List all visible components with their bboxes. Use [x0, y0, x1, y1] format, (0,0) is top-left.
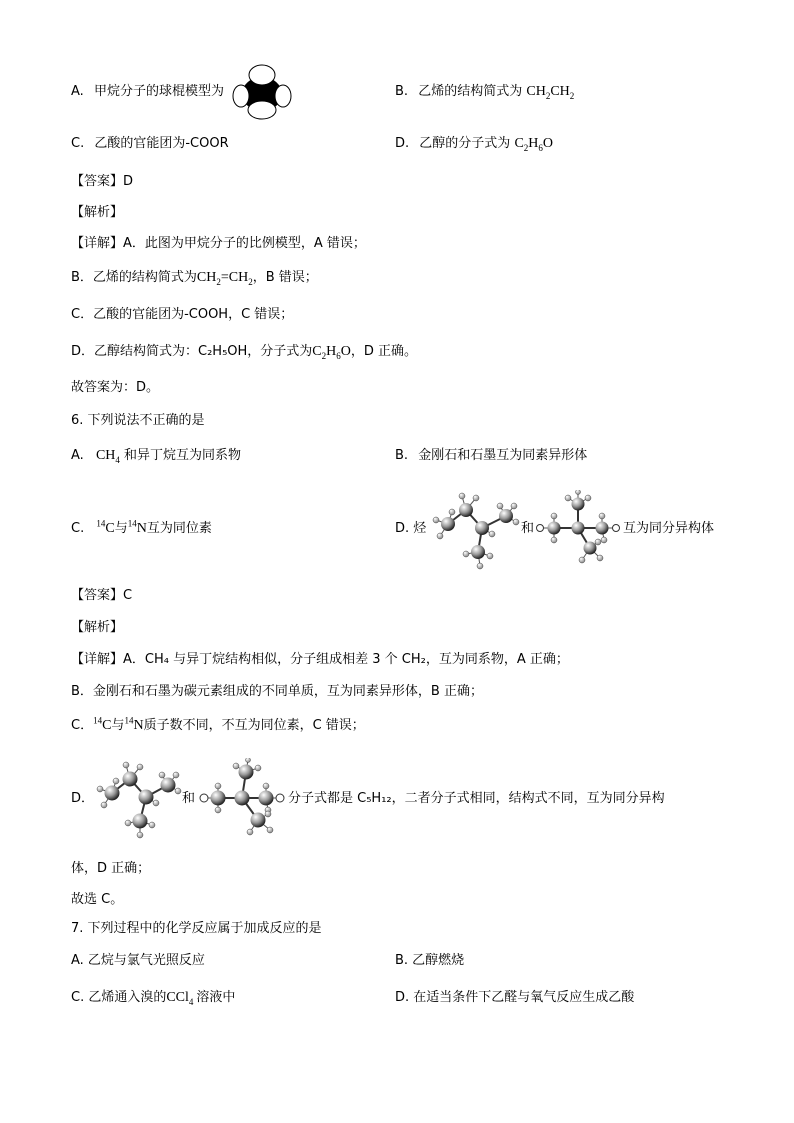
option-label: A.: [71, 84, 84, 99]
option-label: B.: [395, 84, 409, 99]
ethylene-formula: $CH_2CH_2$: [526, 84, 575, 101]
q6-detail-a: 【详解】A．CH₄ 与异丁烷结构相似，分子组成相差 3 个 CH₂，互为同系物，A 正确；: [71, 652, 569, 667]
q6-option-d: D. 烃: [395, 521, 427, 536]
q5-analysis-label: 【解析】: [71, 205, 124, 220]
option-text: 乙烯的结构简式为: [418, 84, 523, 99]
option-label: D.: [395, 136, 410, 151]
q7-option-a: A. 乙烷与氯气光照反应: [71, 953, 205, 968]
q7-option-c: C. 乙烯通入溴的CCl$_4$ 溶液中: [71, 990, 236, 1007]
option-text: 乙醇的分子式为: [419, 136, 511, 151]
q5-option-c: [71, 134, 229, 154]
q6-option-a: A. $CH_4$ 和异丁烷互为同系物: [71, 448, 242, 465]
q6-detail-d-cont: 体，D 正确；: [71, 861, 151, 876]
q6-option-c: C. $^{14}$C与$^{14}$N互为同位素: [71, 518, 212, 536]
q6-detail-d-and: 和: [182, 791, 196, 806]
option-text: 乙酸的官能团为-COOR: [94, 136, 229, 151]
q6-option-d-and: 和: [521, 521, 535, 536]
isomer-ball-stick-model-image-2: [196, 758, 288, 840]
q5-detail-c: C．乙酸的官能团为-COOH，C 错误；: [71, 307, 294, 322]
option-text: 甲烷分子的球棍模型为: [93, 84, 224, 99]
q6-detail-c: C．$^{14}$C与$^{14}$N质子数不同，不互为同位素，C 错误；: [71, 715, 365, 733]
q7-option-b: B. 乙醇燃烧: [395, 953, 465, 968]
q5-option-b: [395, 82, 574, 102]
methane-space-filling-model-image: [232, 64, 292, 120]
q5-option-d: [395, 134, 553, 154]
q6-analysis-label: 【解析】: [71, 620, 124, 635]
ethanol-formula: $C_2H_6O$: [514, 136, 554, 153]
q5-answer: 【答案】D: [71, 174, 134, 189]
q5-option-a: [71, 82, 224, 102]
q5-detail-b: B．乙烯的结构简式为$CH_2=CH_2$，B 错误；: [71, 270, 318, 287]
isomer-ball-stick-model-image: [534, 490, 624, 570]
q5-conclusion: 故答案为：D。: [71, 380, 160, 395]
q6-conclusion: 故选 C。: [71, 892, 124, 907]
q7-stem: 7. 下列过程中的化学反应属于加成反应的是: [71, 921, 322, 936]
q5-detail-a: 【详解】A．此图为甲烷分子的比例模型，A 错误；: [71, 236, 366, 251]
q6-detail-b: B．金刚石和石墨为碳元素组成的不同单质，互为同素异形体，B 正确；: [71, 684, 483, 699]
q6-detail-d-text: 分子式都是 C₅H₁₂，二者分子式相同，结构式不同，互为同分异构: [288, 791, 665, 806]
q7-option-d: D. 在适当条件下乙醛与氧气反应生成乙酸: [395, 990, 635, 1005]
q6-answer: 【答案】C: [71, 588, 133, 603]
q6-option-d-text: 互为同分异构体: [623, 521, 715, 536]
butane-ball-stick-model-image-2: [92, 755, 184, 841]
q6-option-b: B. 金刚石和石墨互为同素异形体: [395, 448, 588, 463]
q6-stem: 6. 下列说法不正确的是: [71, 413, 205, 428]
butane-ball-stick-model-image: [430, 482, 522, 574]
option-label: C.: [71, 136, 85, 151]
q5-detail-d: D．乙醇结构简式为：C₂H₅OH，分子式为$C_2H_6O$，D 正确。: [71, 344, 418, 361]
q6-detail-d-label: D．: [71, 791, 95, 806]
